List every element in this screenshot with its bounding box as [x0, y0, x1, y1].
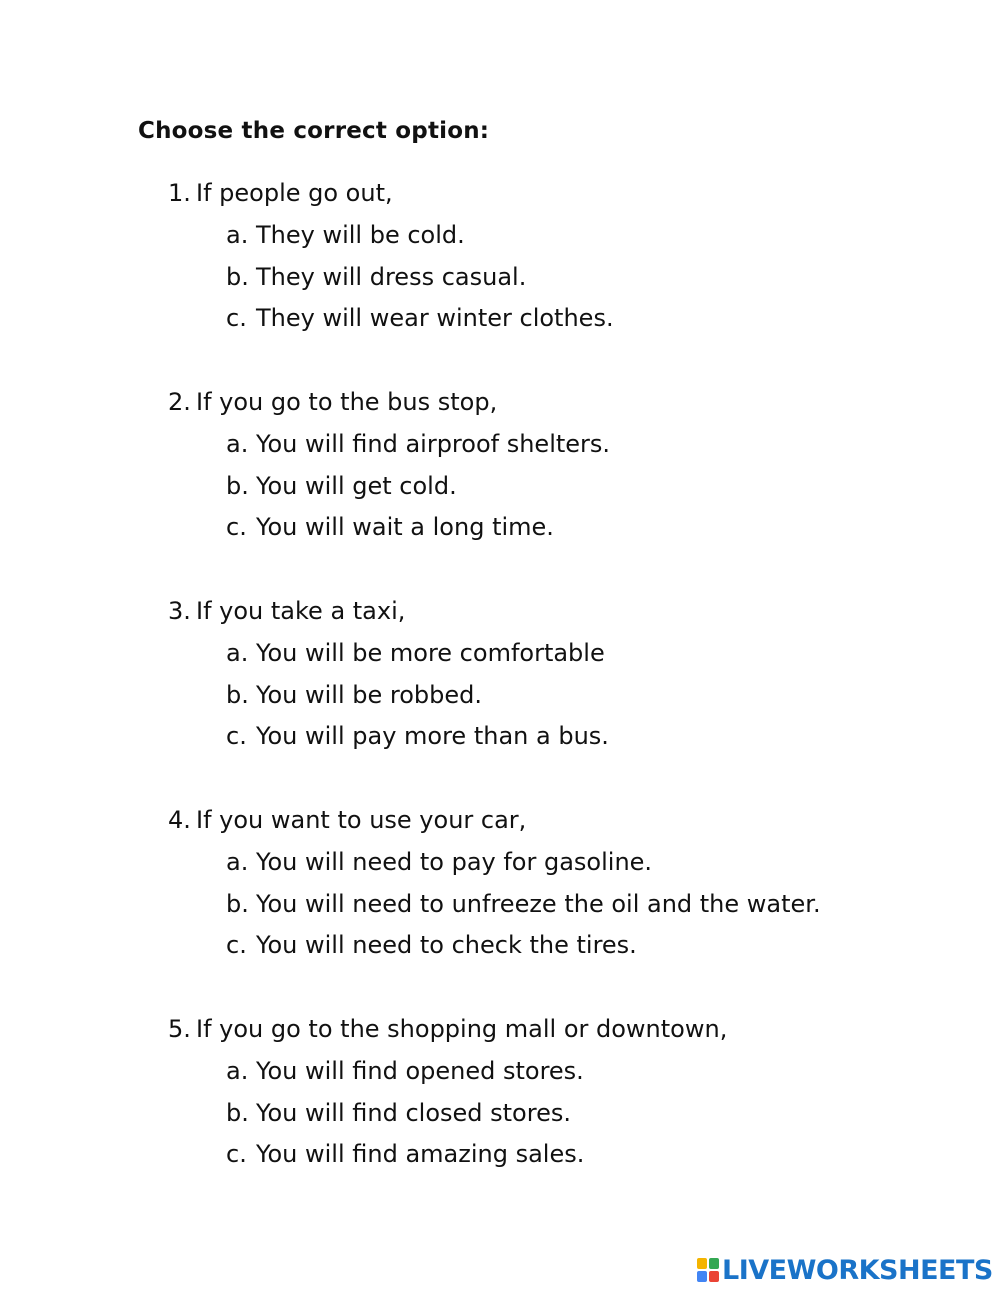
option-letter: b.: [226, 889, 249, 918]
answer-option-b[interactable]: [226, 262, 968, 304]
answer-option-b[interactable]: [226, 680, 968, 722]
option-letter: c.: [226, 931, 247, 959]
question-stem: [168, 1014, 968, 1056]
liveworksheets-brand[interactable]: [697, 1256, 993, 1284]
answer-option-c[interactable]: [226, 1139, 968, 1181]
option-text: You will need to unfreeze the oil and the water.: [256, 889, 821, 918]
question-2: [168, 387, 968, 554]
question-4: [168, 805, 968, 972]
option-text: You will find opened stores.: [256, 1057, 584, 1085]
question-number: 2.: [168, 388, 191, 416]
option-text: You will need to pay for gasoline.: [256, 848, 653, 876]
option-text: You will be more comfortable: [256, 639, 605, 667]
option-letter: a.: [226, 221, 249, 249]
question-stem: [168, 596, 968, 638]
option-text: You will get cold.: [256, 471, 457, 500]
logo-square-green: [709, 1258, 719, 1269]
option-letter: c.: [226, 513, 247, 541]
brand-text: LIVEWORKSHEETS: [722, 1254, 993, 1286]
question-text: If you take a taxi,: [196, 597, 406, 625]
option-text: They will wear winter clothes.: [256, 304, 614, 332]
option-text: You will be robbed.: [256, 680, 483, 709]
option-text: You will need to check the tires.: [256, 931, 637, 959]
option-letter: c.: [226, 304, 247, 332]
worksheet-heading: Choose the correct option:: [138, 118, 490, 144]
question-number: 4.: [168, 806, 191, 834]
logo-square-yellow: [697, 1258, 707, 1269]
liveworksheets-logo-icon: [697, 1258, 719, 1282]
option-letter: a.: [226, 1057, 249, 1085]
question-3: [168, 596, 968, 763]
question-1: [168, 178, 968, 345]
option-text: You will find airproof shelters.: [256, 430, 611, 458]
option-text: You will wait a long time.: [256, 513, 554, 541]
option-letter: b.: [226, 471, 249, 500]
option-letter: a.: [226, 430, 249, 458]
question-number: 5.: [168, 1015, 191, 1043]
answer-option-b[interactable]: [226, 471, 968, 513]
option-text: You will pay more than a bus.: [256, 722, 609, 750]
answer-option-a[interactable]: [226, 847, 968, 889]
answer-option-a[interactable]: [226, 1056, 968, 1098]
question-5: [168, 1014, 968, 1181]
option-letter: a.: [226, 848, 249, 876]
option-text: They will be cold.: [256, 221, 465, 249]
answer-option-c[interactable]: [226, 930, 968, 972]
answer-option-a[interactable]: [226, 220, 968, 262]
question-text: If you want to use your car,: [196, 806, 527, 834]
logo-square-red: [709, 1271, 719, 1282]
option-letter: a.: [226, 639, 249, 667]
option-text: You will find amazing sales.: [256, 1140, 585, 1168]
answer-option-b[interactable]: [226, 1098, 968, 1140]
option-letter: b.: [226, 1098, 249, 1127]
option-text: You will find closed stores.: [256, 1098, 571, 1127]
question-stem: [168, 387, 968, 429]
question-text: If you go to the shopping mall or downtown,: [196, 1015, 728, 1043]
question-stem: [168, 805, 968, 847]
option-text: They will dress casual.: [256, 262, 527, 291]
option-letter: c.: [226, 1140, 247, 1168]
answer-option-a[interactable]: [226, 429, 968, 471]
question-stem: [168, 178, 968, 220]
answer-option-c[interactable]: [226, 303, 968, 345]
logo-square-blue: [697, 1271, 707, 1282]
answer-option-c[interactable]: [226, 512, 968, 554]
question-text: If you go to the bus stop,: [196, 388, 498, 416]
question-number: 1.: [168, 179, 191, 207]
option-letter: b.: [226, 680, 249, 709]
answer-option-a[interactable]: [226, 638, 968, 680]
question-text: If people go out,: [196, 179, 393, 207]
question-number: 3.: [168, 597, 191, 625]
option-letter: b.: [226, 262, 249, 291]
answer-option-c[interactable]: [226, 721, 968, 763]
answer-option-b[interactable]: [226, 889, 968, 931]
option-letter: c.: [226, 722, 247, 750]
